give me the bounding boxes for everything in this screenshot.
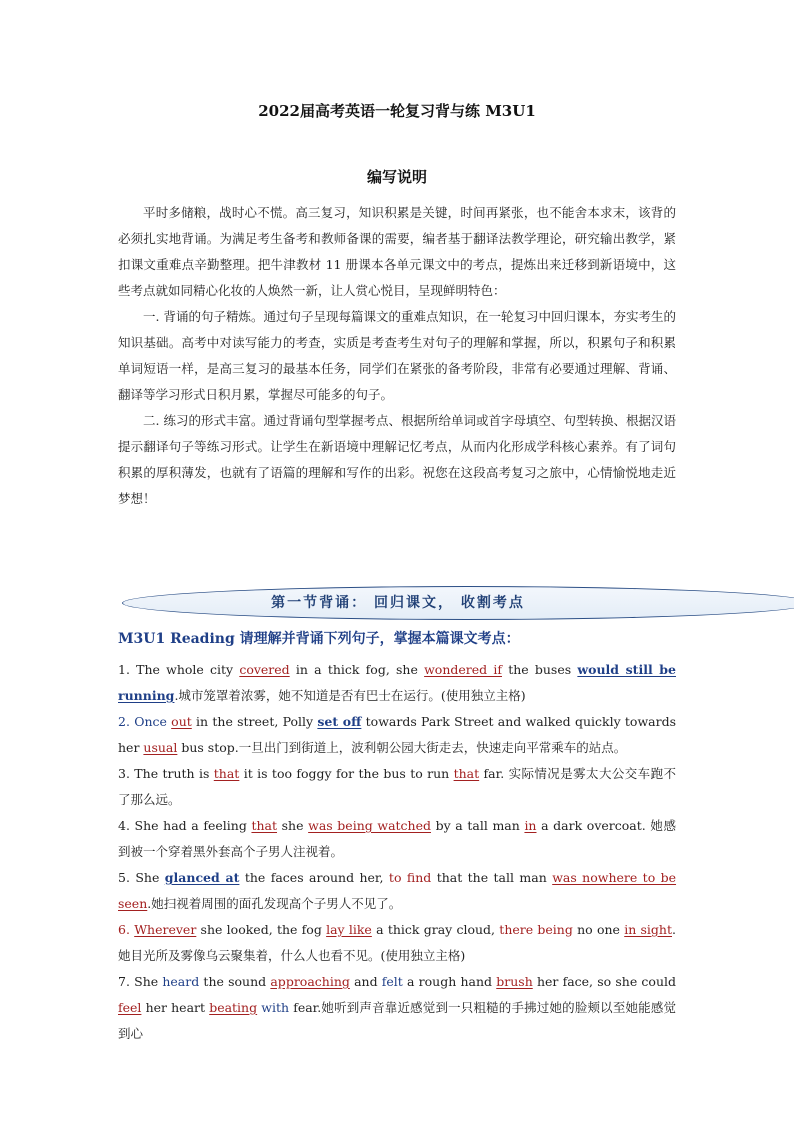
sentence-text: in a thick fog, she — [289, 662, 425, 677]
sentence-item — [118, 917, 676, 969]
highlighted-phrase: there being — [499, 922, 573, 937]
sentence-text: the faces around her, — [239, 870, 389, 885]
sentence-text: a dark overcoat. 她感到被一个穿着黑外套高个子男人注视着。 — [118, 818, 677, 859]
highlighted-phrase: was being watched — [308, 818, 431, 833]
highlighted-phrase: that — [251, 818, 278, 833]
highlighted-phrase: beating — [209, 1000, 258, 1015]
sentence-text: and — [349, 974, 382, 989]
sentence-text: the sound — [199, 974, 271, 989]
section-banner — [122, 586, 794, 620]
highlighted-phrase: approaching — [270, 974, 350, 989]
document-subtitle: 编写说明 — [366, 168, 427, 186]
highlighted-phrase: covered — [239, 662, 290, 677]
highlighted-phrase: out — [171, 714, 192, 729]
highlighted-phrase: to find — [388, 870, 432, 885]
highlighted-phrase: usual — [143, 740, 178, 755]
highlighted-phrase: 2. — [118, 714, 135, 729]
highlighted-phrase: that — [213, 766, 240, 781]
highlighted-phrase: set off — [317, 714, 362, 729]
highlighted-phrase: glanced at — [164, 870, 240, 885]
highlighted-phrase: heard — [162, 974, 200, 989]
intro-paragraph: 二. 练习的形式丰富。通过背诵句型掌握考点、根据所给单词或首字母填空、句型转换、根据汉语提示翻译句子等练习形式。让学生在新语境中理解记忆考点，从而内化形成学科核心素养。有了词句积累的厚积薄发，也就有了语篇的理解和写作的出彩。祝您在这段高考复习之旅中，心情愉悦地走近梦想！ — [118, 413, 676, 506]
highlighted-phrase: that — [453, 766, 480, 781]
highlighted-phrase: wondered if — [424, 662, 502, 677]
sentence-text: in the street, Polly — [191, 714, 318, 729]
sentence-item — [118, 761, 676, 813]
highlighted-phrase: would still be running — [118, 662, 676, 703]
intro-paragraph: 平时多储粮，战时心不慌。高三复习，知识积累是关键，时间再紧张，也不能舍本求末，该背的必须扎实地背诵。为满足考生备考和教师备课的需要，编者基于翻译法教学理论，研究输出教学，紧扣课文重难点辛勤整理。把牛津教材 11 册课本各单元课文中的考点，提炼出来迁移到新语境中，这些考点就如同精心化妆的人焕然一新，让人赏心悦目，呈现鲜明特色： — [118, 205, 676, 298]
highlighted-phrase: Once — [134, 714, 172, 729]
sentence-text: no one — [572, 922, 625, 937]
sentence-item — [118, 657, 676, 709]
sentence-text: a rough hand — [402, 974, 497, 989]
sentence-text: bus stop.一旦出门到街道上，波利朝公园大街走去，快速走向平常乘车的站点。 — [177, 740, 627, 755]
sentence-item — [118, 865, 676, 917]
sentence-text: 4. She had a feeling — [118, 818, 252, 833]
sentence-text: towards Park Street and walked quickly towards her — [118, 714, 676, 755]
sentence-text: 7. She — [118, 974, 163, 989]
highlighted-phrase: brush — [496, 974, 533, 989]
sentence-text: the buses — [501, 662, 578, 677]
highlighted-phrase: was nowhere to be seen — [118, 870, 677, 911]
intro-section — [118, 200, 676, 512]
sentence-item — [118, 709, 676, 761]
sentence-text: .城市笼罩着浓雾，她不知道是否有巴士在运行。(使用独立主格) — [174, 688, 526, 703]
highlighted-phrase: 6. — [118, 922, 135, 937]
intro-paragraph: 一. 背诵的句子精炼。通过句子呈现每篇课文的重难点知识，在一轮复习中回归课本，夯实考生的知识基础。高考中对读写能力的考查，实质是考查考生对句子的理解和掌握，所以，积累句子和积累单词短语一样，是高三复习的最基本任务，同学们在紧张的备考阶段，非常有必要通过理解、背诵、翻译等学习形式日积月累，掌握尽可能多的句子。 — [118, 309, 676, 402]
highlighted-phrase: lay like — [326, 922, 372, 937]
section-heading: M3U1 Reading 请理解并背诵下列句子，掌握本篇课文考点： — [118, 631, 520, 647]
sentence-text: far. 实际情况是雾太大公交车跑不了那么远。 — [118, 766, 676, 807]
sentence-text: 1. The whole city — [118, 662, 240, 677]
sentence-text: 5. She — [118, 870, 165, 885]
section-banner-text: 第一节背诵： 回归课文， 收割考点 — [271, 595, 525, 611]
highlighted-phrase: feel — [118, 1000, 142, 1015]
sentence-text: that the tall man — [431, 870, 553, 885]
sentence-text: a thick gray cloud, — [371, 922, 500, 937]
sentence-text: .她扫视着周围的面孔发现高个子男人不见了。 — [147, 896, 402, 911]
sentence-text: her face, so she could — [532, 974, 677, 989]
highlighted-phrase: Wherever — [134, 922, 197, 937]
sentence-text: her heart — [141, 1000, 210, 1015]
document-title: 2022届高考英语一轮复习背与练 M3U1 — [258, 102, 536, 120]
highlighted-phrase: in sight — [624, 922, 673, 937]
sentence-text: fear.她听到声音靠近感觉到一只粗糙的手拂过她的脸颊以至她能感觉到心 — [118, 1000, 677, 1041]
sentence-item — [118, 969, 676, 1047]
sentence-text: 3. The truth is — [118, 766, 214, 781]
sentence-text: she looked, the fog — [196, 922, 327, 937]
sentence-text: it is too foggy for the bus to run — [239, 766, 454, 781]
sentence-item — [118, 813, 676, 865]
highlighted-phrase: felt — [381, 974, 403, 989]
sentence-list — [118, 657, 676, 1047]
sentence-text: .她目光所及雾像乌云聚集着，什么人也看不见。(使用独立主格) — [118, 922, 676, 963]
sentence-text: by a tall man — [431, 818, 525, 833]
highlighted-phrase: with — [261, 1000, 290, 1015]
sentence-text: she — [277, 818, 309, 833]
highlighted-phrase: in — [524, 818, 537, 833]
